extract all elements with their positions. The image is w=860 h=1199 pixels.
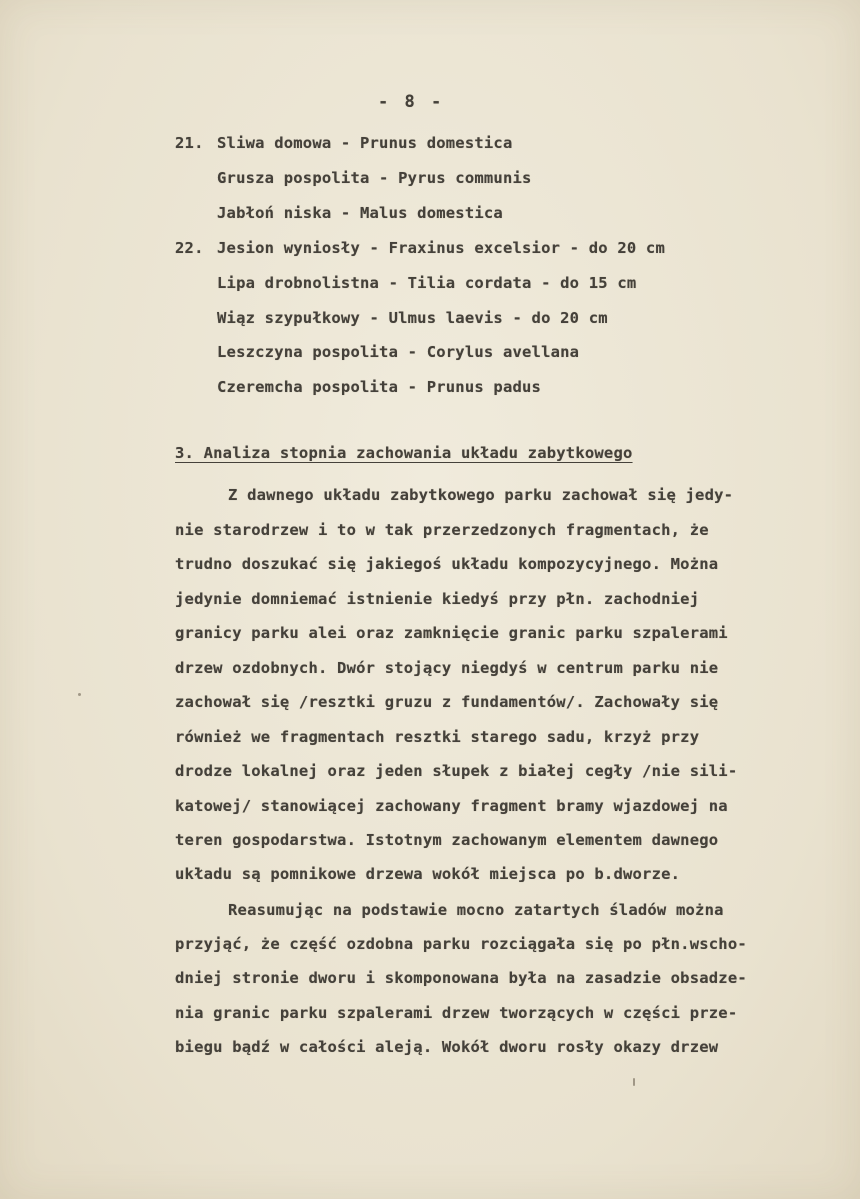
list-item bbox=[175, 343, 579, 361]
list-item-number: 22. bbox=[175, 239, 204, 257]
list-item-text: Czeremcha pospolita - Prunus padus bbox=[217, 378, 542, 396]
list-item bbox=[175, 378, 541, 396]
paragraph-line: biegu bądź w całości aleją. Wokół dworu rosły okazy drzew bbox=[175, 1038, 719, 1056]
list-item-number: 21. bbox=[175, 134, 204, 152]
scan-speck bbox=[78, 693, 81, 696]
list-item-text: Sliwa domowa - Prunus domestica bbox=[217, 134, 513, 152]
paragraph-line: układu są pomnikowe drzewa wokół miejsca po b.dworze. bbox=[175, 865, 681, 883]
list-item-text: Jabłoń niska - Malus domestica bbox=[217, 204, 503, 222]
list-item-text: Grusza pospolita - Pyrus communis bbox=[217, 169, 532, 187]
list-item-text: Lipa drobnolistna - Tilia cordata - do 15 cm bbox=[217, 274, 637, 292]
list-item bbox=[175, 239, 665, 257]
list-item-text: Leszczyna pospolita - Corylus avellana bbox=[217, 343, 580, 361]
paragraph-line: zachował się /resztki gruzu z fundamentów/. Zachowały się bbox=[175, 693, 719, 711]
paragraph-line: również we fragmentach resztki starego sadu, krzyż przy bbox=[175, 728, 700, 746]
paragraph-line: nia granic parku szpalerami drzew tworzących w części prze- bbox=[175, 1004, 738, 1022]
paragraph-line: przyjąć, że część ozdobna parku rozciągała się po płn.wscho- bbox=[175, 935, 747, 953]
list-item bbox=[175, 274, 636, 292]
paragraph-line: nie starodrzew i to w tak przerzedzonych fragmentach, że bbox=[175, 521, 709, 539]
paragraph-line: katowej/ stanowiącej zachowany fragment bramy wjazdowej na bbox=[175, 797, 728, 815]
list-item bbox=[175, 134, 513, 152]
list-item bbox=[175, 309, 608, 327]
section-heading: 3. Analiza stopnia zachowania układu zabytkowego bbox=[175, 444, 633, 462]
scan-speck bbox=[633, 1078, 635, 1086]
paragraph-line: granicy parku alei oraz zamknięcie granic parku szpalerami bbox=[175, 624, 728, 642]
list-item-text: Wiąz szypułkowy - Ulmus laevis - do 20 cm bbox=[217, 309, 608, 327]
paragraph-line: jedynie domniemać istnienie kiedyś przy płn. zachodniej bbox=[175, 590, 700, 608]
list-item-text: Jesion wyniosły - Fraxinus excelsior - do 20 cm bbox=[217, 239, 665, 257]
paragraph-line: drzew ozdobnych. Dwór stojący niegdyś w centrum parku nie bbox=[175, 659, 719, 677]
paragraph-line: teren gospodarstwa. Istotnym zachowanym elementem dawnego bbox=[175, 831, 719, 849]
paragraph-line: Z dawnego układu zabytkowego parku zachował się jedy- bbox=[228, 486, 734, 504]
paragraph-line: trudno doszukać się jakiegoś układu kompozycyjnego. Można bbox=[175, 555, 719, 573]
list-item bbox=[175, 169, 532, 187]
paragraph-line: drodze lokalnej oraz jeden słupek z białej cegły /nie sili- bbox=[175, 762, 738, 780]
paragraph-line: dniej stronie dworu i skomponowana była na zasadzie obsadze- bbox=[175, 969, 747, 987]
list-item bbox=[175, 204, 503, 222]
paragraph-line: Reasumując na podstawie mocno zatartych śladów można bbox=[228, 901, 724, 919]
page-number: - 8 - bbox=[378, 92, 445, 112]
